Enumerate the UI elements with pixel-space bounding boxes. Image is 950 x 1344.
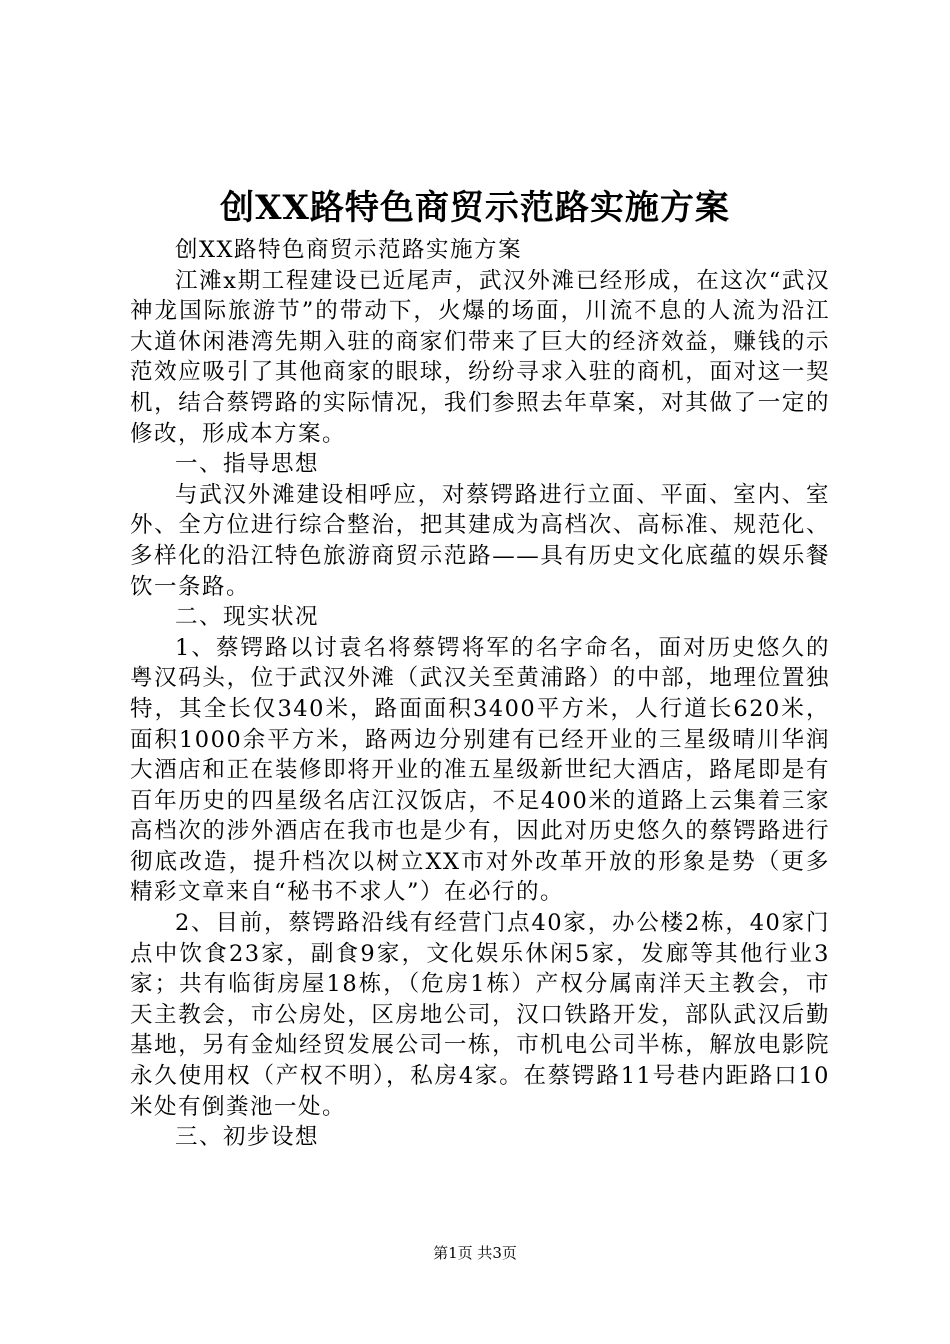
paragraph-subtitle: 创XX路特色商贸示范路实施方案 <box>175 237 523 263</box>
section-heading-1: 一、指导思想 <box>175 451 320 478</box>
document-title: 创XX路特色商贸示范路实施方案 <box>220 188 730 228</box>
section-heading-2: 二、现实状况 <box>175 604 320 631</box>
section-heading-3: 三、初步设想 <box>175 1124 320 1151</box>
paragraph-status-1: 1、蔡锷路以讨袁名将蔡锷将军的名字命名，面对历史悠久的粤汉码头，位于武汉外滩（武汉关至黄浦路）的中部，地理位置独特，其全长仅340米，路面面积3400平方米，人行道长620米，面积1000余平方米，路两边分别建有已经开业的三星级晴川华润大酒店和正在装修即将开业的准五星级新世纪大酒店，路尾即是有百年历史的四星级名店江汉饭店，不足400米的道路上云集着三家高档次的涉外酒店在我市也是少有，因此对历史悠久的蔡锷路进行彻底改造，提升档次以树立XX市对外改革开放的形象是势（更多精彩文章来自“秘书不求人”）在必行的。 <box>130 634 830 906</box>
paragraph-intro: 江滩x期工程建设已近尾声，武汉外滩已经形成，在这次“武汉神龙国际旅游节”的带动下，火爆的场面，川流不息的人流为沿江大道休闲港湾先期入驻的商家们带来了巨大的经济效益，赚钱的示范效应吸引了其他商家的眼球，纷纷寻求入驻的商机，面对这一契机，结合蔡锷路的实际情况，我们参照去年草案，对其做了一定的修改，形成本方案。 <box>130 267 830 447</box>
page-footer: 第1页 共3页 <box>433 1244 517 1262</box>
paragraph-guiding-idea: 与武汉外滩建设相呼应，对蔡锷路进行立面、平面、室内、室外、全方位进行综合整治，把其建成为高档次、高标准、规范化、多样化的沿江特色旅游商贸示范路——具有历史文化底蕴的娱乐餐饮一条路。 <box>130 481 830 600</box>
paragraph-status-2: 2、目前，蔡锷路沿线有经营门点40家，办公楼2栋，40家门点中饮食23家，副食9家，文化娱乐休闲5家，发廊等其他行业3家；共有临街房屋18栋，（危房1栋）产权分属南洋天主教会，市天主教会，市公房处，区房地公司，汉口铁路开发，部队武汉后勤基地，另有金灿经贸发展公司一栋，市机电公司半栋，解放电影院永久使用权（产权不明），私房4家。在蔡锷路11号巷内距路口10米处有倒粪池一处。 <box>130 910 830 1120</box>
document-body <box>130 235 830 1153</box>
